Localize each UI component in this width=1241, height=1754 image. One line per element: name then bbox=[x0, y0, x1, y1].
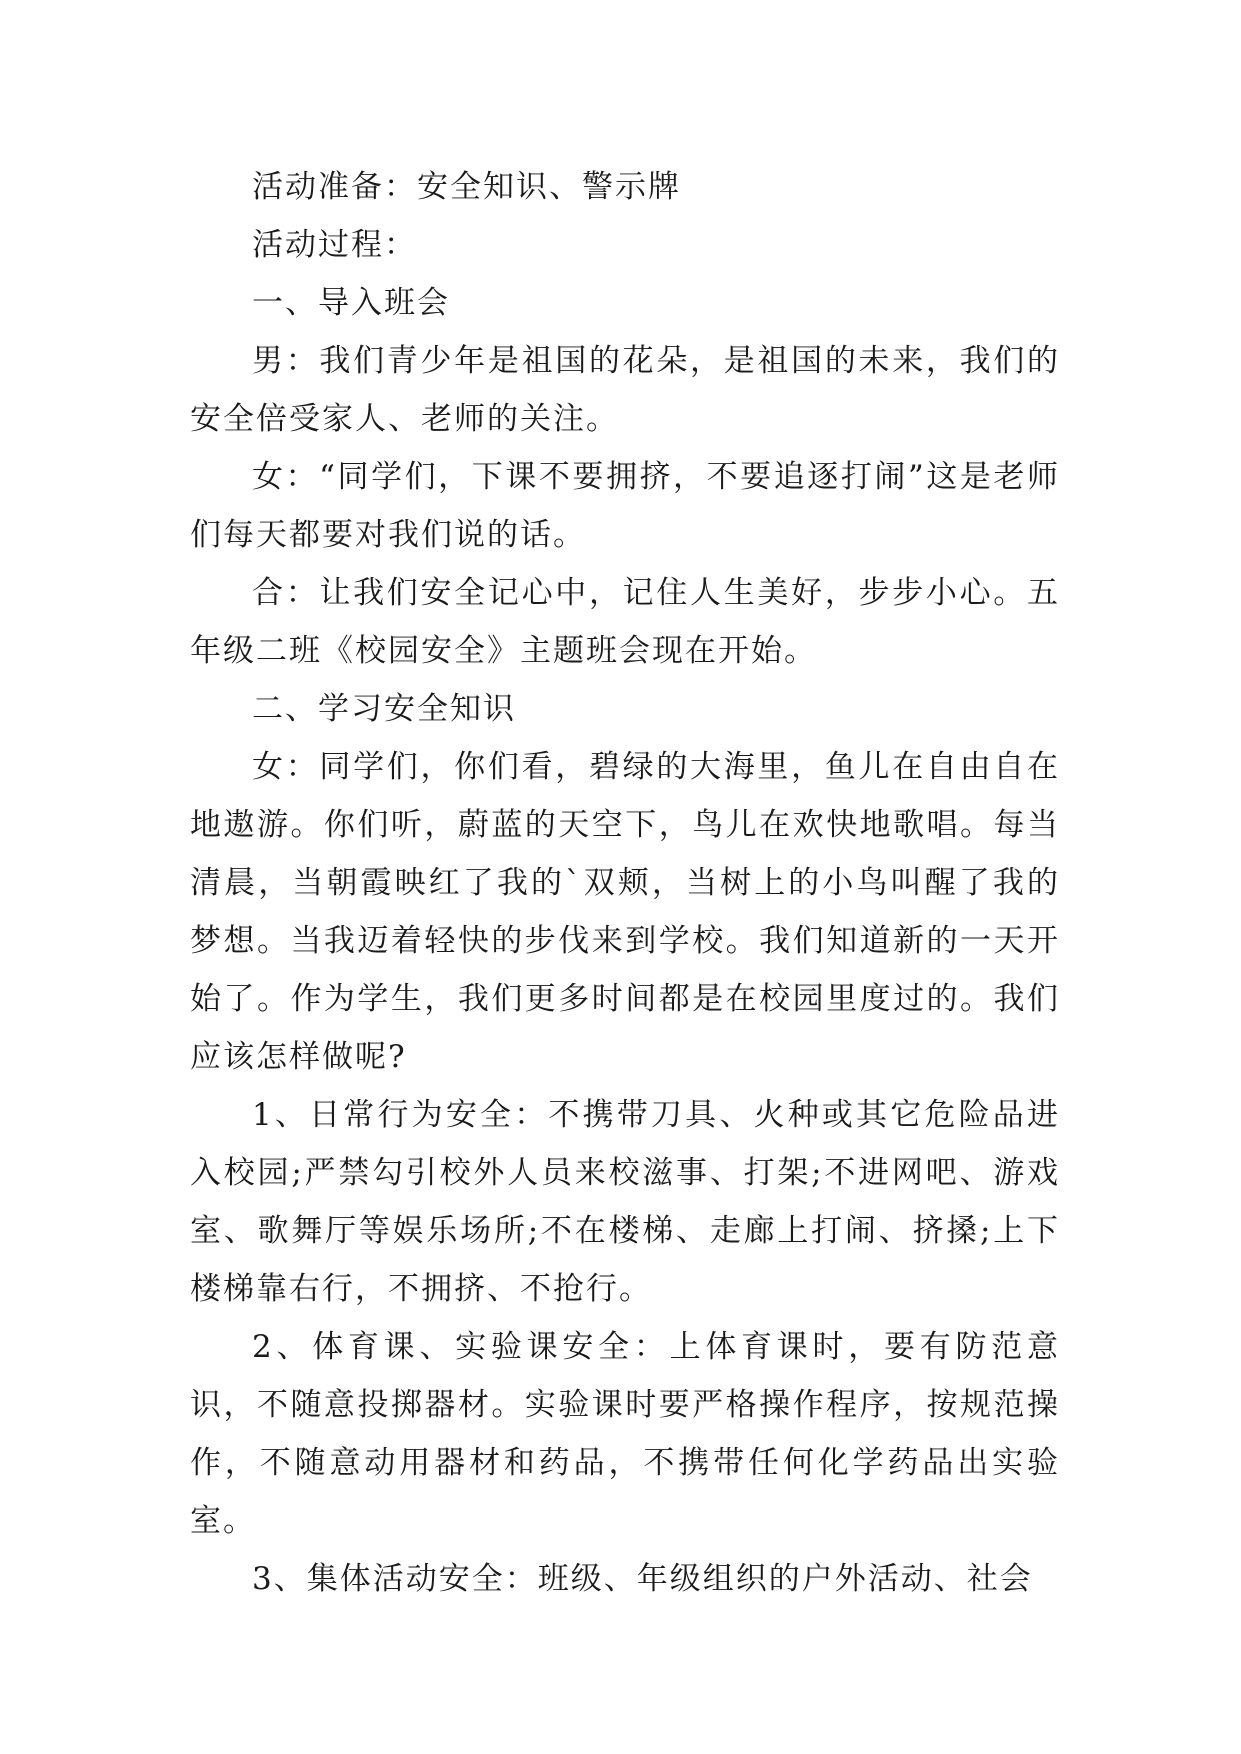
list-item-daily-safety: 1、日常行为安全：不携带刀具、火种或其它危险品进入校园;严禁勾引校外人员来校滋事、打架;不进网吧、游戏室、歌舞厅等娱乐场所;不在楼梯、走廊上打闹、挤搡;上下楼梯靠右行，不拥挤、不抢行。 bbox=[190, 1097, 1060, 1307]
paragraph-prep: 活动准备：安全知识、警示牌 bbox=[252, 169, 681, 205]
paragraph-process: 活动过程： bbox=[252, 227, 417, 263]
section-heading-intro: 一、导入班会 bbox=[252, 285, 450, 321]
list-item-group-activity-safety: 3、集体活动安全：班级、年级组织的户外活动、社会 bbox=[252, 1561, 1033, 1597]
list-item-pe-lab-safety: 2、体育课、实验课安全：上体育课时，要有防范意识，不随意投掷器材。实验课时要严格操作程序，按规范操作，不随意动用器材和药品，不携带任何化学药品出实验室。 bbox=[190, 1329, 1060, 1539]
paragraph-together: 合：让我们安全记心中，记住人生美好，步步小心。五年级二班《校园安全》主题班会现在开始。 bbox=[190, 575, 1060, 669]
paragraph-female: 女：“同学们，下课不要拥挤，不要追逐打闹”这是老师们每天都要对我们说的话。 bbox=[190, 459, 1060, 553]
section-heading-knowledge: 二、学习安全知识 bbox=[252, 691, 516, 727]
paragraph-male: 男：我们青少年是祖国的花朵，是祖国的未来，我们的安全倍受家人、老师的关注。 bbox=[190, 343, 1060, 437]
paragraph-female-2: 女：同学们，你们看，碧绿的大海里，鱼儿在自由自在地遨游。你们听，蔚蓝的天空下，鸟儿在欢快地歌唱。每当清晨，当朝霞映红了我的`双颊，当树上的小鸟叫醒了我的梦想。当我迈着轻快的步伐来到学校。我们知道新的一天开始了。作为学生，我们更多时间都是在校园里度过的。我们应该怎样做呢? bbox=[190, 749, 1060, 1075]
document-body bbox=[190, 158, 1060, 1608]
